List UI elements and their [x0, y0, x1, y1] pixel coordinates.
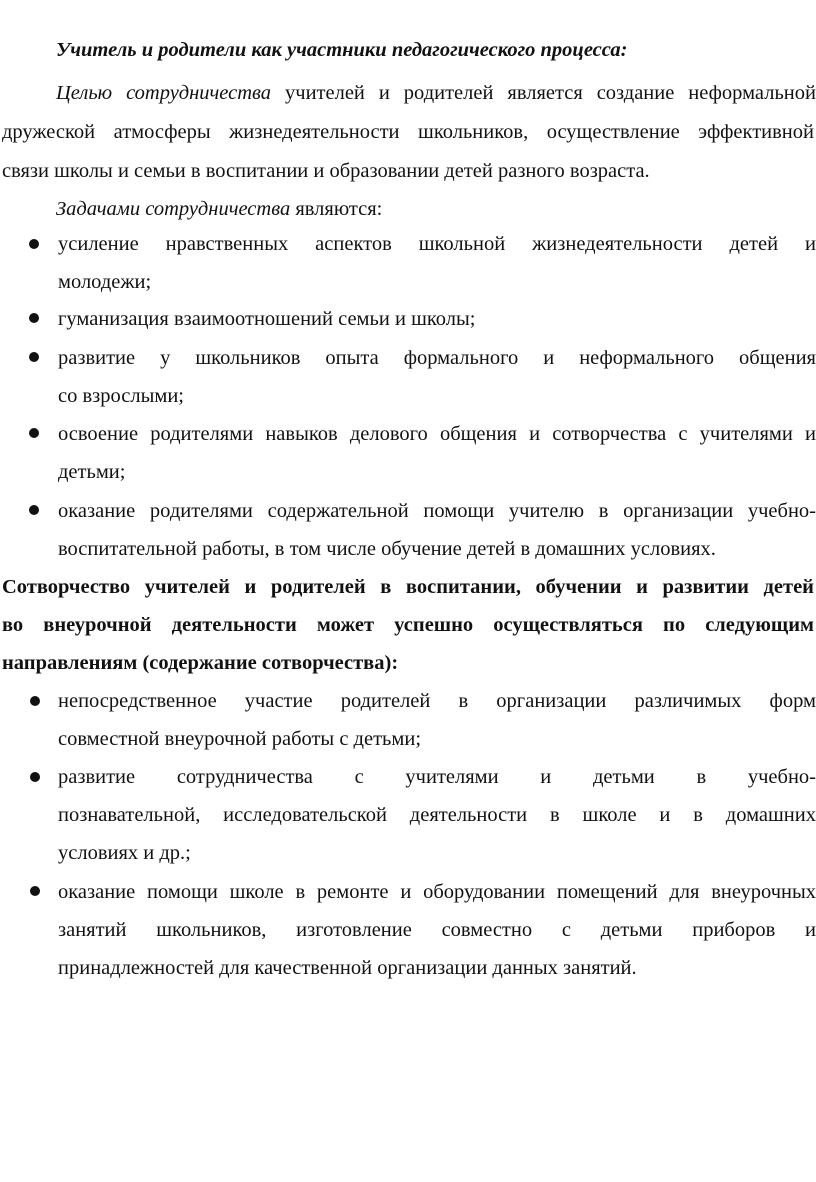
list-item-line: занятий школьников, изготовление совместно с детьми приборов и: [58, 919, 816, 941]
tasks-intro-text: являются:: [290, 198, 383, 220]
bullet-icon: [30, 886, 40, 896]
list-item-line: освоение родителями навыков делового общения и сотворчества с учителями и: [58, 423, 816, 445]
bullet-icon: [29, 313, 39, 323]
list-item-line: непосредственное участие родителей в организации различимых форм: [58, 690, 816, 712]
list-item-line: развитие у школьников опыта формального и неформального общения: [58, 347, 816, 369]
tasks-intro: [56, 194, 816, 224]
list-item-line: познавательной, исследовательской деятельности в школе и в домашних: [58, 804, 816, 826]
bullet-icon: [30, 696, 40, 706]
list-item-line: усиление нравственных аспектов школьной жизнедеятельности детей и: [58, 233, 816, 255]
bold-para-line-3: направлениям (содержание сотворчества):: [2, 652, 399, 674]
bullet-icon: [30, 772, 40, 782]
list-item-line: детьми;: [58, 461, 126, 483]
section-heading: Учитель и родители как участники педагогического процесса:: [56, 39, 628, 61]
bold-para-line-1: Сотворчество учителей и родителей в воспитании, обучении и развитии детей: [2, 576, 814, 598]
list-item-line: со взрослыми;: [58, 385, 185, 407]
list-item-line: условиях и др.;: [58, 842, 191, 864]
bullet-icon: [29, 352, 39, 362]
bullet-icon: [29, 505, 39, 515]
list-item-line: гуманизация взаимоотношений семьи и школы;: [58, 308, 476, 330]
list-item-line: оказание помощи школе в ремонте и оборудовании помещений для внеурочных: [58, 881, 816, 903]
intro-emphasis: Целью сотрудничества: [56, 82, 272, 104]
list-item-line: воспитательной работы, в том числе обучение детей в домашних условиях.: [58, 538, 716, 560]
intro-line-3: связи школы и семьи в воспитании и образовании детей разного возраста.: [2, 160, 650, 182]
list-item-line: совместной внеурочной работы с детьми;: [58, 728, 422, 750]
list-item-line: молодежи;: [58, 271, 152, 293]
bullet-icon: [29, 239, 39, 249]
list-item-line: принадлежностей для качественной организации данных занятий.: [58, 957, 637, 979]
intro-line-1: [56, 78, 816, 108]
bullet-icon: [29, 428, 39, 438]
list-item-line: развитие сотрудничества с учителями и детьми в учебно-: [58, 766, 816, 788]
tasks-emphasis: Задачами сотрудничества: [56, 198, 291, 220]
intro-line-1-text: учителей и родителей является создание неформальной: [271, 82, 816, 104]
list-item-line: оказание родителями содержательной помощи учителю в организации учебно-: [58, 500, 816, 522]
intro-line-2: дружеской атмосферы жизнедеятельности школьников, осуществление эффективной: [2, 121, 814, 143]
bold-para-line-2: во внеурочной деятельности может успешно осуществляться по следующим: [2, 614, 814, 636]
